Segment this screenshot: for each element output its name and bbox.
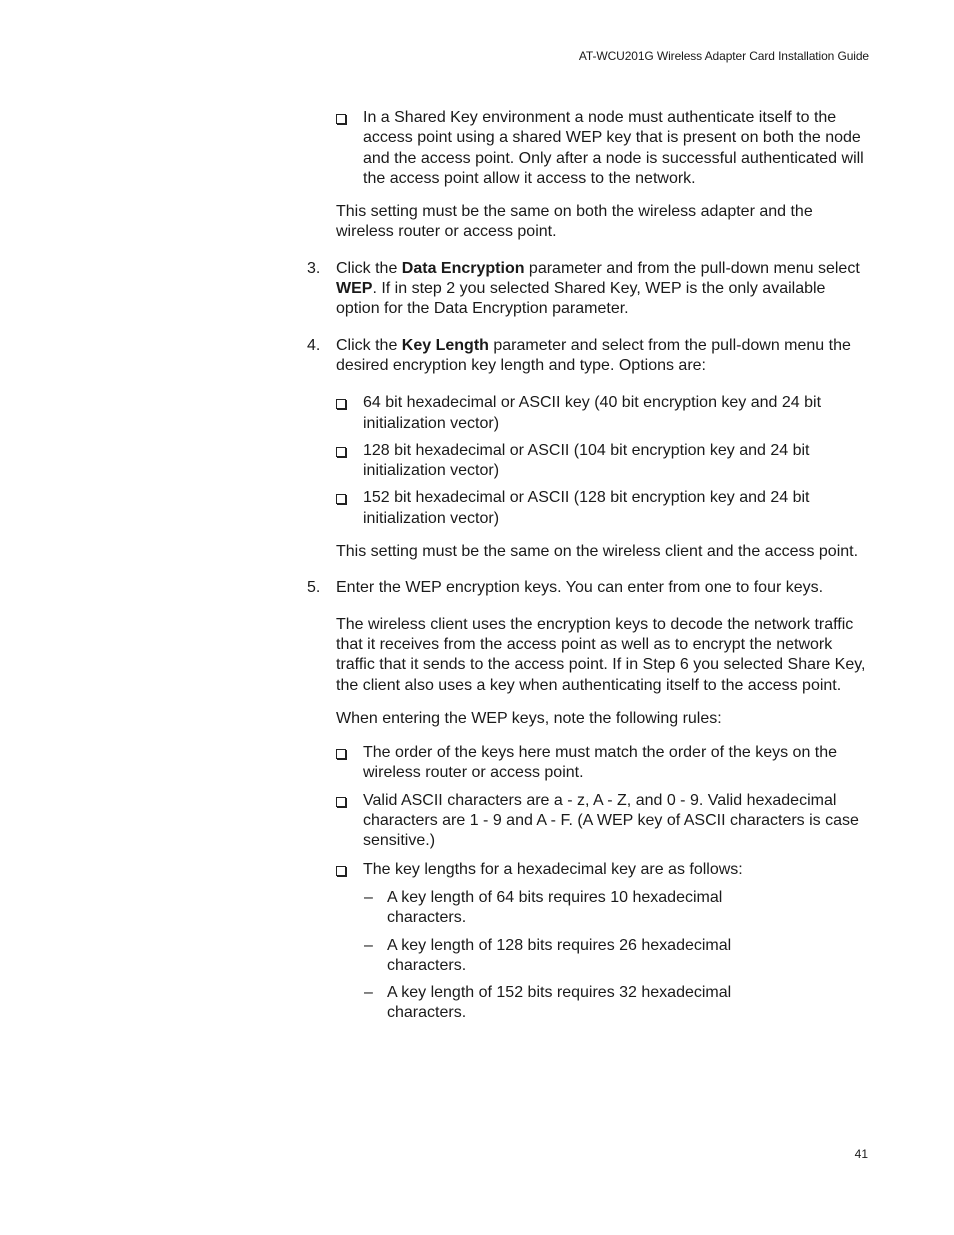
page-content — [307, 108, 871, 1024]
page-number: 41 — [854, 1147, 868, 1161]
dash-item — [336, 936, 767, 977]
dash-item — [336, 983, 767, 1024]
bullet-text: In a Shared Key environment a node must authenticate itself to the access point using a shared WEP key that is present on both the node and the access point. Only after a node is successful authenticated will the access point allow it access to the network. — [363, 109, 864, 187]
bullet-text: The order of the keys here must match the order of the keys on the wireless router or access point. — [363, 744, 838, 782]
checkbox-bullet-icon — [336, 749, 346, 759]
dash-bullet: – — [364, 936, 373, 954]
data-encryption-term: Data Encryption — [401, 259, 525, 277]
paragraph: The wireless client uses the encryption keys to decode the network traffic that it receives from the access point as well as to encrypt the network traffic that it sends to the access point. If in Step 6 you selected Share Key, the client also uses a key when authenticating itself to the access point. — [336, 615, 866, 694]
checkbox-bullet-icon — [336, 447, 346, 457]
bullet-text: The key lengths for a hexadecimal key are as follows: — [363, 860, 743, 878]
paragraph: This setting must be the same on the wireless client and the access point. — [336, 543, 859, 561]
running-header: AT-WCU201G Wireless Adapter Card Installation Guide — [578, 49, 869, 63]
checkbox-bullet-icon — [336, 797, 346, 807]
step-number: 4. — [307, 336, 321, 354]
bullet-item — [336, 393, 871, 434]
key-length-term: Key Length — [401, 336, 489, 354]
dash-bullet: – — [364, 888, 373, 906]
step-4: 4. Click the Key Length parameter and select from the pull-down menu the desired encryption key length and type. Options are: — [307, 336, 851, 374]
checkbox-bullet-icon — [336, 399, 346, 409]
checkbox-bullet-icon — [336, 866, 346, 876]
bullet-text: 152 bit hexadecimal or ASCII (128 bit encryption key and 24 bit initialization vector) — [363, 489, 810, 527]
dash-text: A key length of 152 bits requires 32 hexadecimal characters. — [387, 984, 732, 1022]
checkbox-bullet-icon — [336, 494, 346, 504]
bullet-text: 64 bit hexadecimal or ASCII key (40 bit encryption key and 24 bit initialization vector) — [363, 394, 822, 432]
bullet-item — [336, 791, 871, 852]
step-5: 5. Enter the WEP encryption keys. You can enter from one to four keys. — [336, 578, 871, 598]
bullet-item — [336, 108, 871, 189]
step-3: 3. Click the Data Encryption parameter and from the pull-down menu select WEP. If in step 2 you selected Shared Key, WEP is the only available option for the Data Encryption parameter. — [307, 259, 860, 318]
step-number: 5. — [307, 579, 321, 597]
wep-term: WEP — [336, 280, 373, 298]
dash-text: A key length of 128 bits requires 26 hexadecimal characters. — [387, 936, 732, 974]
bullet-text: Valid ASCII characters are a - z, A - Z, and 0 - 9. Valid hexadecimal characters are 1 - 9 and A - F. (A WEP key of ASCII characters is case sensitive.) — [363, 791, 859, 850]
step-number: 3. — [307, 259, 321, 277]
dash-text: A key length of 64 bits requires 10 hexadecimal characters. — [387, 888, 723, 927]
checkbox-bullet-icon — [336, 114, 346, 124]
paragraph: When entering the WEP keys, note the following rules: — [336, 709, 722, 727]
paragraph: This setting must be the same on both the wireless adapter and the wireless router or access point. — [336, 203, 813, 241]
bullet-item — [336, 743, 871, 784]
dash-item — [336, 888, 767, 929]
bullet-item — [336, 488, 871, 529]
bullet-text: 128 bit hexadecimal or ASCII (104 bit encryption key and 24 bit initialization vector) — [363, 441, 810, 480]
bullet-item — [336, 860, 871, 880]
bullet-item — [336, 441, 871, 482]
dash-bullet: – — [364, 984, 373, 1002]
